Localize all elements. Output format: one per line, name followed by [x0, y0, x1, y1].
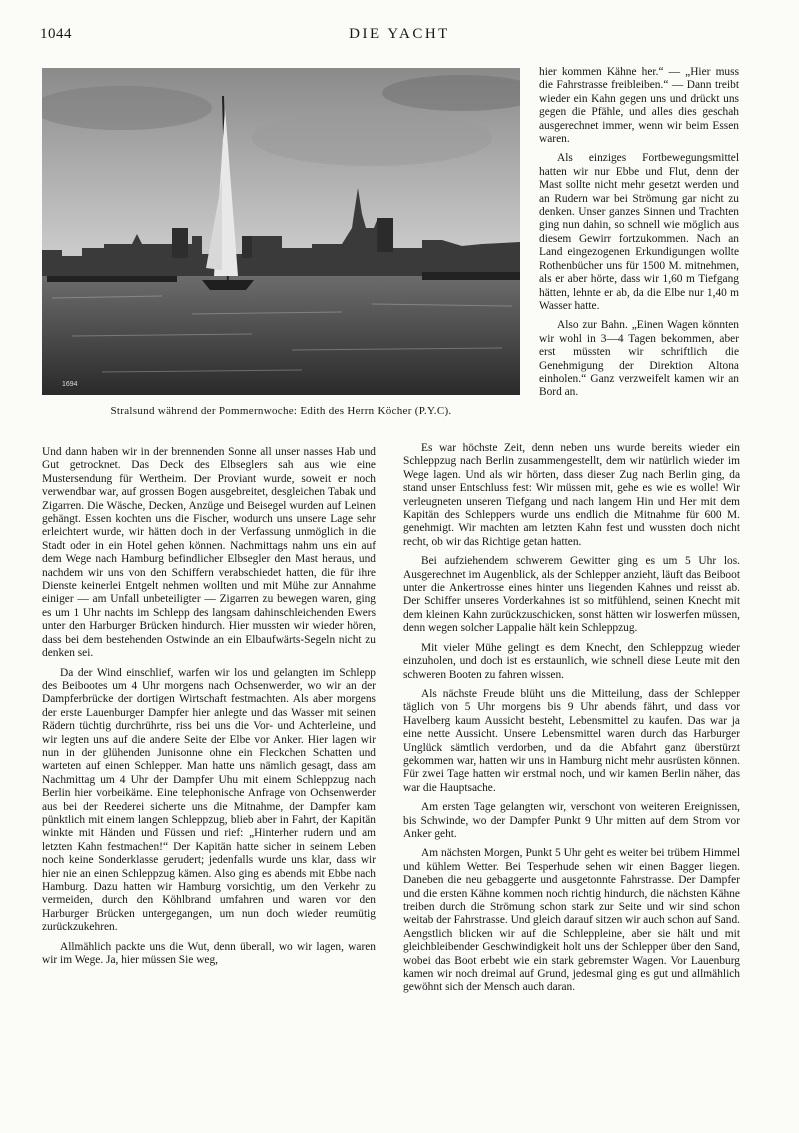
- harbor-photo: [42, 68, 520, 395]
- paragraph: Und dann haben wir in der brennenden Sonne all unser nasses Hab und Gut getrocknet. Das Deck des Elbseglers sah aus wie eine Mustersendung für Wertheim. Der Proviant wurde, soweit er noch verwendbar war, auf grossen Bogen ausgebreitet, desgleichen Tabak und Zigarren. Die Wäsche, Decken, Anzüge und Beisegel wurden auf Leinen gehängt. Essen kochten uns die Fischer, wodurch uns unsere Lage sehr erleichtert wurde, wir hätten doch in der Verfassung unmöglich in die Stadt oder in ein Hotel gehen können. Nachmittags nahm uns ein auf dem Wege nach Hamburg befindlicher Elbsegler den Mast heraus, und nachdem wir uns von den Schiffern verabschiedet hatten, die für ihre Dienste keinerlei Entgelt nehmen wollten und mit Mühe zur Annahme einiger — am Unfall unbeteiligter — Zigarren zu bewegen waren, ging es um 1 Uhr nachts im Schlepp des langsam dahinschleichenden Ewers unter den Harburger Brücken hindurch. Hier mussten wir wieder hören, dass bei dem bestehenden Ostwinde an ein Elbaufwärts-Segeln nicht zu denken sei.: [42, 446, 376, 660]
- right-column: [403, 442, 740, 1001]
- paragraph: Also zur Bahn. „Einen Wagen könnten wir wohl in 3—4 Tagen bekommen, aber erst müssten wir schriftlich die Genehmigung der Direktion Altona einholen.“ Ganz verzweifelt kamen wir an Bord an.: [539, 319, 739, 399]
- journal-title: DIE YACHT: [349, 26, 450, 42]
- paragraph: Allmählich packte uns die Wut, denn überall, wo wir lagen, waren wir im Wege. Ja, hier müssen Sie weg,: [42, 940, 376, 967]
- paragraph: Als nächste Freude blüht uns die Mitteilung, dass der Schlepper täglich von 5 Uhr morgens bis 9 Uhr abends fährt, und dass vor Havelberg kaum Aussicht besteht, Lebensmittel zu kaufen. Das war ja eine nette Aussicht. Unsere Lebensmittel waren durch das Harburger Unglück sämtlich verdorben, und da die Abfahrt ganz überstürzt gekommen war, hatten wir uns in Hamburg nicht mehr ausrüsten können. Für zwei Tage hatten wir erstmal noch, und wir kamen Berlin näher, das war die Hauptsache.: [403, 687, 740, 794]
- paragraph: Als einziges Fortbewegungsmittel hatten wir nur Ebbe und Flut, denn der Mast sollte nicht mehr gesetzt werden und an Rudern war bei Strömung gar nicht zu denken. Unser ganzes Sinnen und Trachten ging nun dahin, so schnell wie möglich aus diesem Gewirr fortzukommen. Nach an Land eingezogenen Erkundigungen wollte Rothenbücher uns für 1500 M. mitnehmen, als er aber hörte, dass wir 1,60 m Tiefgang hätten, lehnte er ab, da die Elbe nur 1,40 m Wasser hatte.: [539, 152, 739, 312]
- paragraph: hier kommen Kähne her.“ — „Hier muss die Fahrstrasse freibleiben.“ — Dann treibt wieder ein Kahn gegen uns und drückt uns gegen die Pfähle, und alles dies geschah ausgerechnet immer, wenn wir beim Essen waren.: [539, 66, 739, 146]
- left-column: [42, 446, 376, 973]
- photo-caption: Stralsund während der Pommernwoche: Edith des Herrn Köcher (P.Y.C).: [110, 405, 452, 417]
- paragraph: Am nächsten Morgen, Punkt 5 Uhr geht es weiter bei trübem Himmel und kühlem Wetter. Bei Tesperhude sehen wir einen Bagger liegen. Daneben die neu gebaggerte und ausgetonnte Fahrstrasse. Der Dampfer und die ersten Kähne kommen noch richtig hindurch, die nächsten Kähne treiben durch die Strömung schon stark zur Seite und wir sind schon weitab der Fahrstrasse. Und gleich darauf sitzen wir auch schon auf Sand. Aengstlich blicken wir auf die Schleppleine, aber sie hält und mit gleichbleibender Geschwindigkeit holt uns der Schlepper über den Sand, wobei das Boot erbebt wie ein stark gebremster Wagen. Vor Lauenburg kamen wir noch dreimal auf Grund, jedesmal ging es gut und allmählich gewöhnt sich der Mensch auch daran.: [403, 847, 740, 994]
- paragraph: Es war höchste Zeit, denn neben uns wurde bereits wieder ein Schleppzug nach Berlin zusammengestellt, dem wir natürlich wieder im Wege lagen. Und als wir hörten, dass dieser Zug nach Berlin ging, da stand unser Entschluss fest: Wir müssen mit, gehe es wie es wolle! Wir verleugneten unseren Tiefgang und nach langem Hin und Her mit dem Kapitän des Schleppers wurde uns endlich die Mitnahme für 600 M. genehmigt. Wir machten am letzten Kahn fest und wussten doch nicht recht, ob wir das Richtige getan hatten.: [403, 442, 740, 548]
- paragraph: Da der Wind einschlief, warfen wir los und gelangten im Schlepp des Beibootes um 4 Uhr morgens nach Ochsenwerder, wo wir an der Dampferbrücke der dortigen Wirtschaft festmachten. Als aber morgens der erste Lauenburger Dampfer hier anlegte und das Wasser mit seinen Rädern tüchtig durchrührte, riss bei uns die Vor- und Achterleine, und wir legten uns auf die andere Seite der Elbe vor Anker. Hier lagen wir nun in der glühenden Junisonne ohne ein Fleckchen Schatten und warteten auf einen Schlepper. Man hatte uns nämlich gesagt, dass am Nachmittag um 4 Uhr der Dampfer Uhu mit einem Schleppzug nach Berlin hier vorbeikäme. Eine telephonische Anfrage von Ochsenwerder aus bei der Reederei sicherte uns die Mitnahme, der Dampfer kam pünktlich mit einem langen Schleppzug, blieb aber in Fahrt, der Kapitän winkte mit Händen und Füssen und rief: „Hinterher rudern und am letzten Kahn festmachen!“ Der Kapitän hatte sicher in seinem Leben noch keine Sonderklasse gerudert; jedenfalls wurde uns klar, dass wir hier nie an einen Schleppzug kämen. Also ging es abends mit Ebbe nach Hamburg. Dazu hatten wir Hamburg vorsichtig, um den Verkehr zu vermeiden, durch den Köhlbrand umfahren und waren vor den Harburger Brücken untergegangen, um nun doch wieder reumütig zurückzukehren.: [42, 666, 376, 934]
- upper-right-column: [539, 66, 739, 406]
- svg-text:1694: 1694: [62, 381, 78, 388]
- paragraph: Mit vieler Mühe gelingt es dem Knecht, den Schleppzug wieder einzuholen, und doch ist es erstaunlich, wie schnell diese Leute mit den schweren Booten zu fahren wissen.: [403, 641, 740, 681]
- page-number: 1044: [40, 26, 72, 42]
- paragraph: Bei aufziehendem schwerem Gewitter ging es um 5 Uhr los. Ausgerechnet im Augenblick, als der Schlepper anzieht, läuft das Beiboot unter die Ankertrosse eines hinter uns liegenden Kahnes und reisst ab. Der Schiffer unseres Vorderkahnes ist so mitfühlend, seinen Knecht mit dem kleinen Kahn zurückzuschicken, sonst hätten wir loswerfen müssen, denn wegen solcher Lappalie hält kein Schleppzug.: [403, 555, 740, 635]
- paragraph: Am ersten Tage gelangten wir, verschont von weiteren Ereignissen, bis Schwinde, wo der Dampfer Punkt 9 Uhr mitten auf dem Strom vor Anker geht.: [403, 801, 740, 840]
